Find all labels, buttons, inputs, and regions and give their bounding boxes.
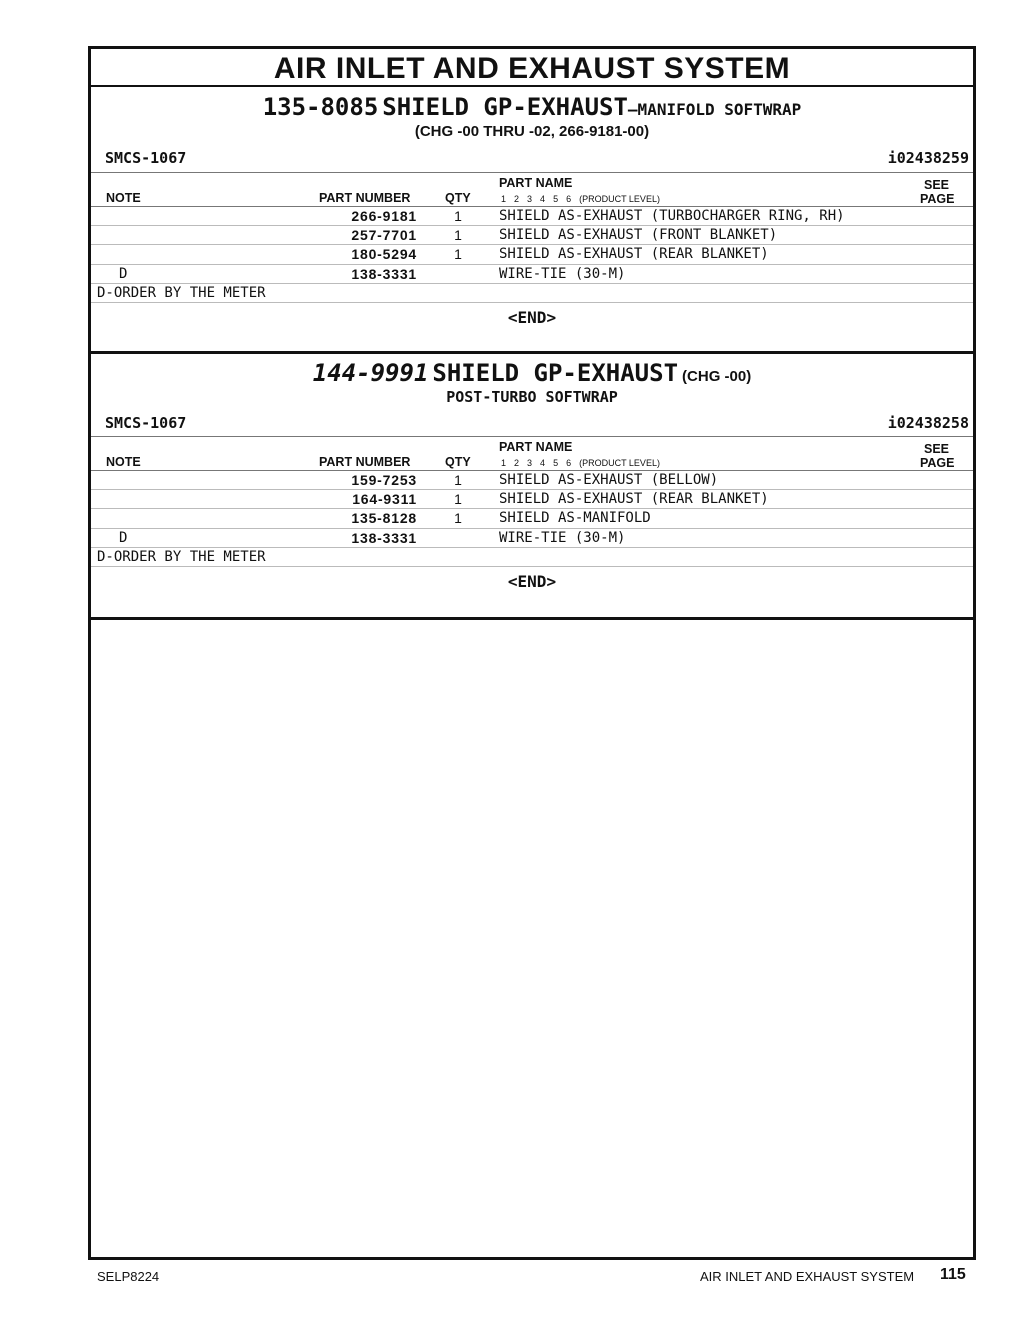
row-qty: 1	[454, 510, 462, 527]
row-part-name: SHIELD AS-EXHAUST (REAR BLANKET)	[499, 491, 769, 508]
group-heading	[91, 359, 973, 387]
group-number: 135-8085	[262, 93, 379, 121]
smcs-code: SMCS-1067	[105, 149, 187, 167]
table-row	[91, 226, 973, 245]
row-part-name: SHIELD AS-EXHAUST (TURBOCHARGER RING, RH)	[499, 208, 845, 224]
footnote: D-ORDER BY THE METER	[91, 284, 973, 303]
parts-table	[91, 470, 973, 567]
level-3: 3	[527, 194, 533, 204]
row-part-name: SHIELD AS-EXHAUST (REAR BLANKET)	[499, 246, 769, 263]
row-qty: 1	[454, 208, 462, 224]
table-row	[91, 245, 973, 264]
group-subtitle: POST-TURBO SOFTWRAP	[446, 388, 618, 406]
row-part-name: SHIELD AS-MANIFOLD	[499, 510, 651, 527]
row-part-number: 180-5294	[351, 246, 417, 263]
table-row	[91, 509, 973, 528]
table-row	[91, 529, 973, 548]
level-4: 4	[540, 194, 546, 204]
level-5: 5	[553, 458, 559, 468]
illustration-id: i02438258	[887, 414, 969, 432]
row-part-number: 138-3331	[351, 265, 417, 282]
footer-section: AIR INLET AND EXHAUST SYSTEM	[700, 1269, 915, 1284]
level-2: 2	[514, 194, 520, 204]
level-1: 1	[501, 194, 507, 204]
parts-table	[91, 206, 973, 303]
level-1: 1	[501, 458, 507, 468]
row-part-name: WIRE-TIE (30-M)	[499, 265, 626, 282]
product-levels	[501, 194, 668, 204]
row-part-number: 164-9311	[352, 491, 417, 508]
row-note: D	[119, 265, 128, 282]
group-number: 144-9991	[312, 359, 429, 387]
col-qty: QTY	[445, 455, 471, 469]
row-part-name: SHIELD AS-EXHAUST (FRONT BLANKET)	[499, 227, 778, 244]
row-qty: 1	[454, 472, 462, 488]
row-part-number: 159-7253	[351, 472, 417, 488]
col-note: NOTE	[106, 191, 141, 205]
header-divider	[91, 172, 973, 173]
col-part-name: PART NAME	[499, 176, 573, 190]
level-6: 6	[566, 458, 572, 468]
level-4: 4	[540, 458, 546, 468]
footer-doc-id: SELP8224	[97, 1269, 160, 1284]
product-level-label: (PRODUCT LEVEL)	[579, 194, 660, 204]
page-title: AIR INLET AND EXHAUST SYSTEM	[91, 49, 973, 87]
header-divider	[91, 436, 973, 437]
group-section-2	[91, 354, 973, 620]
row-part-number: 135-8128	[351, 510, 417, 527]
table-row	[91, 471, 973, 490]
row-part-number: 257-7701	[351, 227, 417, 244]
group-subtitle: —MANIFOLD SOFTWRAP	[627, 100, 802, 119]
table-row	[91, 490, 973, 509]
row-part-number: 266-9181	[351, 208, 417, 224]
end-marker: <END>	[507, 572, 557, 591]
row-qty: 1	[454, 246, 462, 263]
table-row	[91, 207, 973, 226]
group-section-1	[91, 87, 973, 354]
row-part-name: SHIELD AS-EXHAUST (BELLOW)	[499, 472, 719, 488]
level-6: 6	[566, 194, 572, 204]
col-page: PAGE	[920, 456, 955, 470]
row-qty: 1	[454, 491, 462, 508]
col-qty: QTY	[445, 191, 471, 205]
end-marker: <END>	[507, 308, 557, 327]
row-note: D	[119, 529, 128, 546]
parts-frame	[88, 46, 976, 1260]
table-row	[91, 265, 973, 284]
level-3: 3	[527, 458, 533, 468]
level-2: 2	[514, 458, 520, 468]
group-title: SHIELD GP-EXHAUST	[382, 93, 628, 121]
group-title: SHIELD GP-EXHAUST	[432, 359, 679, 387]
row-part-number: 138-3331	[351, 529, 417, 546]
product-levels	[501, 458, 668, 468]
col-page: PAGE	[920, 192, 955, 206]
row-part-name: WIRE-TIE (30-M)	[499, 529, 626, 546]
row-qty: 1	[454, 227, 462, 244]
smcs-code: SMCS-1067	[105, 414, 187, 432]
change-note: (CHG -00 THRU -02, 266-9181-00)	[414, 123, 650, 140]
col-note: NOTE	[106, 455, 141, 469]
footnote: D-ORDER BY THE METER	[91, 548, 973, 567]
page-number: 115	[940, 1266, 966, 1283]
level-5: 5	[553, 194, 559, 204]
group-heading	[91, 93, 973, 121]
product-level-label: (PRODUCT LEVEL)	[579, 458, 660, 468]
col-see: SEE	[924, 442, 950, 456]
col-part-number: PART NUMBER	[319, 191, 411, 205]
change-note: (CHG -00)	[682, 368, 752, 385]
col-see: SEE	[924, 178, 950, 192]
col-part-number: PART NUMBER	[319, 455, 411, 469]
col-part-name: PART NAME	[499, 440, 573, 454]
illustration-id: i02438259	[887, 149, 969, 167]
